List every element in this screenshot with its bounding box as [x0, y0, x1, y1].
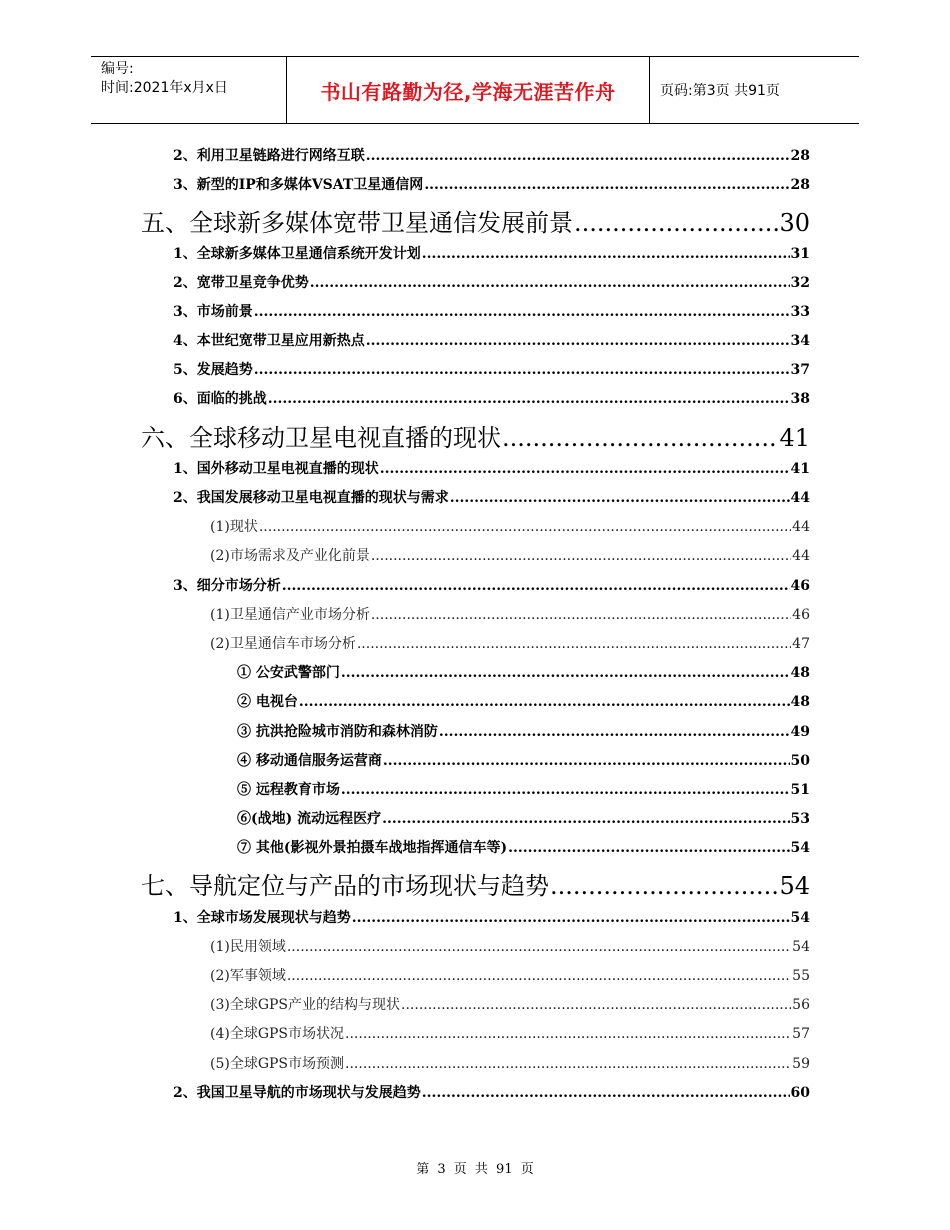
toc-entry[interactable] [210, 965, 810, 983]
toc-leader-dots [401, 997, 791, 1013]
toc-entry[interactable] [237, 691, 810, 709]
toc-entry-title: 1、全球新多媒体卫星通信系统开发计划 [173, 246, 421, 262]
toc-leader-dots [352, 910, 790, 926]
toc-leader-dots [502, 424, 778, 452]
toc-entry-title: 5、发展趋势 [173, 362, 253, 378]
toc-entry[interactable] [173, 388, 810, 406]
toc-leader-dots [345, 1056, 791, 1072]
toc-entry[interactable] [173, 458, 810, 476]
toc-entry[interactable] [173, 272, 810, 290]
toc-leader-dots [371, 548, 791, 564]
toc-entry-title: 6、面临的挑战 [173, 391, 267, 407]
toc-entry[interactable] [237, 662, 810, 680]
toc-entry-title: 2、我国发展移动卫星电视直播的现状与需求 [173, 490, 449, 506]
toc-entry[interactable] [173, 575, 810, 593]
toc-entry-page: 49 [790, 724, 810, 740]
toc-entry-title: ② 电视台 [237, 694, 298, 710]
toc-entry-title: (1)民用领域 [210, 939, 286, 955]
toc-entry[interactable] [237, 837, 810, 855]
toc-entry-title: 六、全球移动卫星电视直播的现状 [141, 424, 501, 452]
toc-entry-page: 54 [790, 840, 810, 856]
toc-entry-page: 31 [790, 246, 810, 262]
toc-entry[interactable] [210, 545, 810, 563]
toc-leader-dots [287, 968, 791, 984]
toc-entry-page: 60 [790, 1085, 810, 1101]
toc-entry-page: 47 [792, 636, 810, 652]
toc-leader-dots [268, 391, 790, 407]
toc-entry[interactable] [237, 750, 810, 768]
toc-entry-title: (2)军事领域 [210, 968, 286, 984]
toc-entry-title: 1、国外移动卫星电视直播的现状 [173, 461, 379, 477]
toc-entry-page: 53 [790, 811, 810, 827]
toc-entry-title: (2)卫星通信车市场分析 [210, 636, 356, 652]
toc-entry-title: ① 公安武警部门 [237, 665, 340, 681]
toc-entry[interactable] [173, 145, 810, 163]
toc-chapter[interactable] [141, 418, 810, 452]
toc-entry[interactable] [173, 174, 810, 192]
toc-entry-title: 3、细分市场分析 [173, 578, 281, 594]
toc-leader-dots [550, 872, 778, 900]
toc-entry-page: 37 [790, 362, 810, 378]
toc-leader-dots [366, 148, 790, 164]
toc-leader-dots [299, 694, 790, 710]
toc-leader-dots [450, 490, 790, 506]
toc-entry-title: ④ 移动通信服务运营商 [237, 753, 382, 769]
toc-entry-page: 44 [792, 519, 810, 535]
toc-entry-page: 59 [792, 1056, 810, 1072]
toc-entry[interactable] [210, 1023, 810, 1041]
toc-entry[interactable] [173, 301, 810, 319]
toc-entry-page: 57 [792, 1026, 810, 1042]
toc-entry-page: 38 [790, 391, 810, 407]
toc-entry-title: 2、利用卫星链路进行网络互联 [173, 148, 365, 164]
toc-entry-title: 3、新型的IP和多媒体VSAT卫星通信网 [173, 177, 424, 193]
toc-entry[interactable] [210, 936, 810, 954]
toc-entry-title: 七、导航定位与产品的市场现状与趋势 [141, 872, 549, 900]
toc-entry[interactable] [173, 487, 810, 505]
toc-entry-title: ⑦ 其他(影视外景拍摄车战地指挥通信车等) [237, 840, 508, 856]
toc-leader-dots [366, 333, 790, 349]
toc-entry[interactable] [173, 1082, 810, 1100]
toc-entry-page: 32 [790, 275, 810, 291]
toc-leader-dots [310, 275, 790, 291]
toc-entry-title: ⑤ 远程教育市场 [237, 782, 340, 798]
toc-entry-title: 2、宽带卫星竞争优势 [173, 275, 309, 291]
toc-entry-title: (4)全球GPS市场状况 [210, 1026, 345, 1042]
toc-entry[interactable] [237, 779, 810, 797]
toc-entry[interactable] [237, 808, 810, 826]
toc-entry-page: 46 [792, 607, 810, 623]
toc-entry-page: 44 [790, 490, 810, 506]
toc-leader-dots [341, 665, 790, 681]
toc-leader-dots [574, 209, 778, 237]
toc-leader-dots [380, 461, 790, 477]
toc-entry[interactable] [173, 330, 810, 348]
toc-entry[interactable] [210, 516, 810, 534]
header-page-info: 页码:第3页 共91页 [660, 83, 780, 99]
toc-leader-dots [382, 811, 789, 827]
toc-entry[interactable] [173, 907, 810, 925]
toc-entry-page: 28 [790, 177, 810, 193]
toc-entry-title: 1、全球市场发展现状与趋势 [173, 910, 351, 926]
toc-entry-page: 34 [790, 333, 810, 349]
toc-entry-title: ③ 抗洪抢险城市消防和森林消防 [237, 724, 438, 740]
toc-leader-dots [508, 840, 789, 856]
toc-leader-dots [345, 1026, 791, 1042]
toc-entry-page: 48 [790, 665, 810, 681]
toc-entry-title: (1)卫星通信产业市场分析 [210, 607, 370, 623]
toc-entry[interactable] [237, 721, 810, 739]
toc-leader-dots [422, 1085, 790, 1101]
toc-leader-dots [383, 753, 790, 769]
toc-entry-title: (5)全球GPS市场预测 [210, 1056, 345, 1072]
toc-entry-page: 54 [790, 910, 810, 926]
toc-entry-page: 46 [790, 578, 810, 594]
toc-entry-title: 3、市场前景 [173, 304, 253, 320]
toc-entry-page: 30 [779, 209, 810, 237]
toc-entry-page: 33 [790, 304, 810, 320]
toc-entry-page: 44 [792, 548, 810, 564]
toc-leader-dots [424, 177, 789, 193]
toc-entry[interactable] [210, 1053, 810, 1071]
toc-entry-page: 41 [779, 424, 810, 452]
toc-entry[interactable] [210, 633, 810, 651]
toc-leader-dots [371, 607, 791, 623]
toc-entry[interactable] [210, 994, 810, 1012]
toc-entry[interactable] [173, 359, 810, 377]
toc-leader-dots [357, 636, 791, 652]
toc-leader-dots [254, 362, 790, 378]
toc-entry-page: 48 [790, 694, 810, 710]
toc-entry-title: ⑥(战地) 流动远程医疗 [237, 811, 382, 827]
toc-leader-dots [422, 246, 790, 262]
toc-entry-page: 41 [790, 461, 810, 477]
number-label: 编号: [101, 61, 134, 77]
toc-leader-dots [254, 304, 790, 320]
toc-entry-title: 五、全球新多媒体宽带卫星通信发展前景 [141, 209, 573, 237]
toc-entry-title: 4、本世纪宽带卫星应用新热点 [173, 333, 365, 349]
toc-entry-title: 2、我国卫星导航的市场现状与发展趋势 [173, 1085, 421, 1101]
page-footer: 第 3 页 共 91 页 [416, 1162, 534, 1177]
toc-entry-page: 51 [790, 782, 810, 798]
toc-leader-dots [282, 578, 790, 594]
toc-entry-page: 28 [790, 148, 810, 164]
toc-leader-dots [287, 939, 791, 955]
toc-entry-title: (1)现状 [210, 519, 258, 535]
toc-leader-dots [259, 519, 791, 535]
toc-entry-title: (2)市场需求及产业化前景 [210, 548, 370, 564]
toc-chapter[interactable] [141, 203, 810, 237]
toc-leader-dots [341, 782, 790, 798]
toc-entry[interactable] [210, 604, 810, 622]
toc-leader-dots [439, 724, 790, 740]
toc-entry-page: 50 [790, 753, 810, 769]
toc-entry-page: 54 [779, 872, 810, 900]
toc-entry-page: 54 [792, 939, 810, 955]
toc-entry-page: 56 [792, 997, 810, 1013]
time-label: 时间:2021年x月x日 [101, 80, 228, 96]
header-motto: 书山有路勤为径,学海无涯苦作舟 [286, 57, 650, 123]
toc-entry-page: 55 [792, 968, 810, 984]
toc-entry[interactable] [173, 243, 810, 261]
toc-entry-title: (3)全球GPS产业的结构与现状 [210, 997, 401, 1013]
toc-chapter[interactable] [141, 866, 810, 900]
